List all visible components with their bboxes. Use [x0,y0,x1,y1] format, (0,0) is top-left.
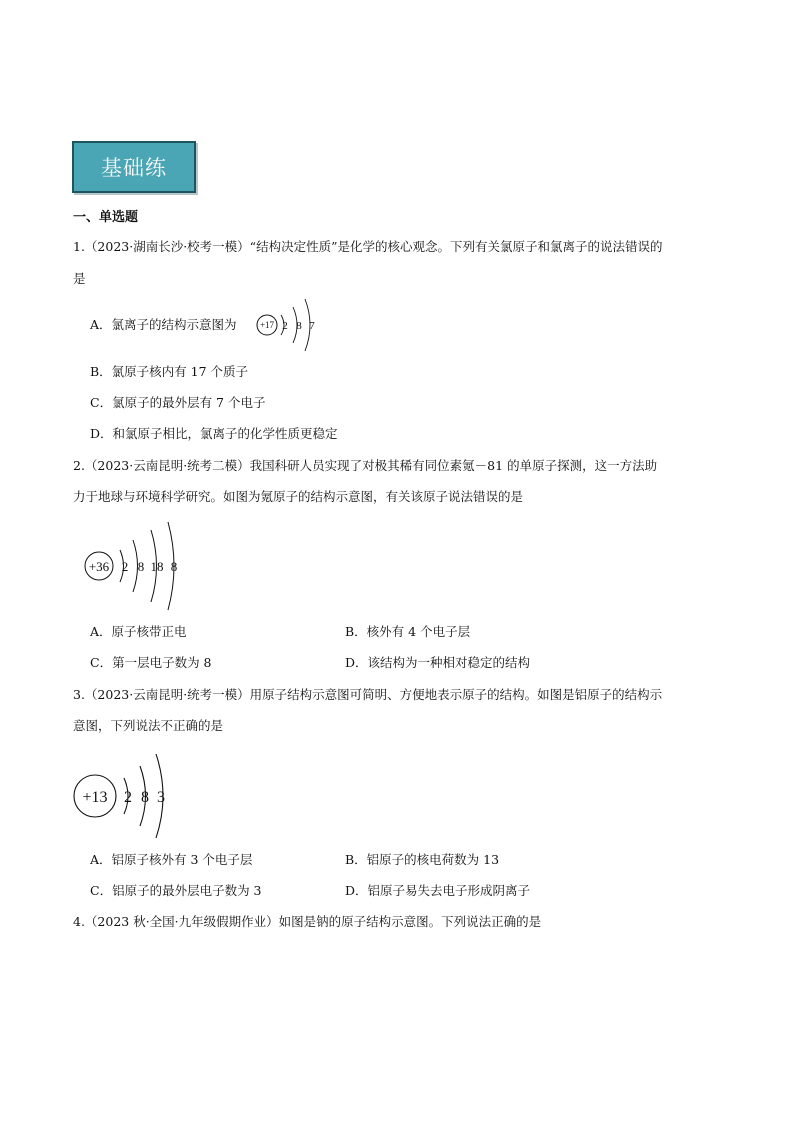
question-1-stem-line2: 是 [73,271,86,286]
shell-electrons-3: 3 [157,789,165,806]
question-3-option-b: B．铝原子的核电荷数为 13 [345,852,500,867]
chlorine-ion-structure-diagram [254,298,324,354]
shell-electrons-1: 2 [124,789,132,806]
nucleus-charge: +17 [259,320,275,330]
question-3-option-d: D．铝原子易失去电子形成阴离子 [345,883,531,898]
aluminum-atom-structure-diagram [72,750,172,842]
question-2-stem-line1: 2.（2023·云南昆明·统考二模）我国科研人员实现了对极其稀有同位素氪－81 的单原子探测，这一方法助 [73,458,658,473]
question-2-option-c: C．第一层电子数为 8 [90,655,212,670]
shell-electrons-2: 8 [141,789,149,806]
question-3-option-c: C．铝原子的最外层电子数为 3 [90,883,262,898]
question-1-option-c: C．氯原子的最外层有 7 个电子 [90,395,266,410]
krypton-atom-structure-diagram [84,520,184,612]
question-2-stem-line2: 力于地球与环境科学研究。如图为氪原子的结构示意图，有关该原子说法错误的是 [73,489,524,504]
section-banner: 基础练 [72,141,196,193]
shell-electrons-4: 8 [170,559,178,574]
question-1-option-a: A．氯离子的结构示意图为 [90,317,237,332]
nucleus-charge: +36 [88,559,110,574]
question-2-option-b: B．核外有 4 个电子层 [345,624,471,639]
shell-electrons-1: 2 [121,559,129,574]
shell-electrons-1: 2 [282,320,288,332]
question-3-stem-line2: 意图，下列说法不正确的是 [73,718,224,733]
question-2-option-d: D．该结构为一种相对稳定的结构 [345,655,531,670]
shell-electrons-3: 18 [150,559,164,574]
shell-electrons-3: 7 [309,320,315,332]
question-1-stem-line1: 1.（2023·湖南长沙·校考一模）“结构决定性质”是化学的核心观念。下列有关氯原子和氯离子的说法错误的 [73,239,663,254]
question-1-option-b: B．氯原子核内有 17 个质子 [90,364,249,379]
question-2-option-a: A．原子核带正电 [90,624,187,639]
question-1-option-d: D．和氯原子相比，氯离子的化学性质更稳定 [90,426,338,441]
shell-electrons-2: 8 [296,320,302,332]
nucleus-charge: +13 [82,789,108,806]
question-3-stem-line1: 3.（2023·云南昆明·统考一模）用原子结构示意图可简明、方便地表示原子的结构。如图是铝原子的结构示 [73,687,663,702]
section-title: 一、单选题 [73,210,139,225]
question-3-option-a: A．铝原子核外有 3 个电子层 [90,852,253,867]
shell-electrons-2: 8 [137,559,145,574]
question-4-stem-line1: 4.（2023 秋·全国·九年级假期作业）如图是钠的原子结构示意图。下列说法正确的是 [73,914,542,929]
